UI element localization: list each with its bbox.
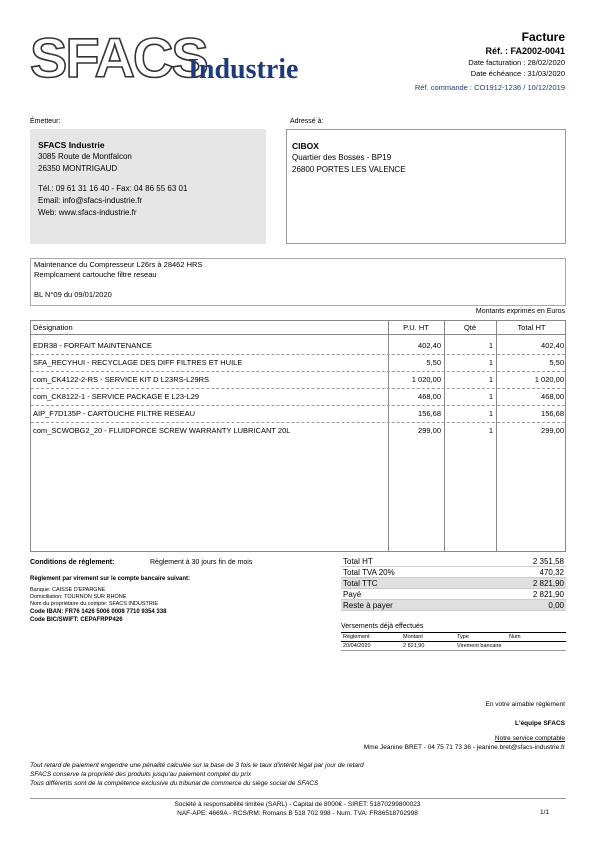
invoice-header <box>415 30 565 92</box>
item-unit-price: 402,40 <box>418 341 441 350</box>
item-total: 402,40 <box>541 341 564 350</box>
payments-header <box>341 633 566 642</box>
invoice-ref: Réf. : FA2002-0041 <box>485 46 565 56</box>
payment-type: Virement bancaire <box>457 643 502 649</box>
total-label: Total TVA 20% <box>343 568 395 577</box>
table-row <box>31 355 565 372</box>
items-table <box>30 320 566 552</box>
header-pu: P.U. HT <box>403 323 429 332</box>
item-unit-price: 1 020,00 <box>411 375 441 384</box>
emitter-box <box>30 129 266 244</box>
emitter-name: SFACS Industrie <box>38 140 105 150</box>
table-row <box>31 406 565 423</box>
item-designation: com_CK4122-2-RS - SERVICE KIT D L23RS-L29RS <box>33 375 210 384</box>
bank-domiciliation: Domiciliation: TOURNON SUR RHONE <box>30 594 127 600</box>
recipient-label: Adressé à: <box>290 118 324 125</box>
description-line3: BL N°09 du 09/01/2020 <box>34 290 112 299</box>
total-value: 2 821,90 <box>532 590 564 599</box>
payments-col-montant: Montant <box>403 634 423 640</box>
footer-line2: NAF-APE: 4669A - RCS/RM: Romans B 518 702 998 - Num. TVA: FR86518702998 <box>177 810 418 817</box>
table-row <box>31 423 565 440</box>
emitter-phone: Tél.: 09 61 31 16 40 - Fax: 04 86 55 63 01 <box>38 184 188 193</box>
note-line3: Tous différents sont de la compétence exclusive du tribunal de commerce du siège social de SFACS <box>30 780 319 787</box>
conditions-label: Conditions de règlement: <box>30 559 115 566</box>
payments-title: Versements déjà effectués <box>341 623 566 633</box>
item-unit-price: 5,50 <box>426 358 441 367</box>
recipient-name: CIBOX <box>292 141 319 151</box>
item-unit-price: 468,00 <box>418 392 441 401</box>
item-designation: SFA_RECYHUI - RECYCLAGE DES DIFF FILTRES ET HUILE <box>33 358 243 367</box>
account-owner: Nom du propriétaire du compte: SFACS INDUSTRIE <box>30 601 159 607</box>
currency-note: Montants exprimés en Euros <box>475 308 565 315</box>
item-quantity: 1 <box>488 409 493 418</box>
total-label: Payé <box>343 590 362 599</box>
item-quantity: 1 <box>488 392 493 401</box>
emitter-email: Email: info@sfacs-industrie.fr <box>38 196 143 205</box>
signature-team: L'équipe SFACS <box>515 720 565 727</box>
payments-col-num: Num <box>509 634 521 640</box>
payment-date: 20/04/2020 <box>343 643 371 649</box>
signature-block <box>364 700 565 752</box>
logo-sfacs-text: SFACS <box>30 26 207 89</box>
item-quantity: 1 <box>488 426 493 435</box>
totals-table <box>341 556 566 611</box>
item-designation: EDR38 - FORFAIT MAINTENANCE <box>33 341 153 350</box>
header-qty: Qté <box>463 323 477 332</box>
recipient-box <box>286 129 566 244</box>
page-number: 1/1 <box>539 809 549 816</box>
conditions-value: Règlement à 30 jours fin de mois <box>150 559 253 566</box>
total-value: 0,00 <box>548 601 564 610</box>
total-row <box>341 589 566 600</box>
signature-service: Notre service comptable <box>494 735 565 742</box>
total-value: 470,32 <box>539 568 564 577</box>
total-label: Total TTC <box>343 579 378 588</box>
item-total: 1 020,00 <box>534 375 564 384</box>
due-date: Date échéance : 31/03/2020 <box>470 69 565 78</box>
payment-row <box>341 642 566 651</box>
items-header <box>31 321 565 335</box>
invoice-date: Date facturation : 28/02/2020 <box>468 58 565 67</box>
table-row <box>31 372 565 389</box>
total-row <box>341 600 566 611</box>
total-label: Reste à payer <box>343 601 393 610</box>
order-ref: Réf. commande : CO1912-1236 / 10/12/2019 <box>414 83 565 92</box>
item-quantity: 1 <box>488 358 493 367</box>
note-line1: Tout retard de paiement engendre une pénalité calculée sur la base de 3 fois le taux d'intérêt légal par jour de retard <box>30 762 364 769</box>
header-designation: Désignation <box>33 323 73 332</box>
description-line2: Remplcament cartouche filtre reseau <box>34 270 157 279</box>
footer <box>0 800 595 818</box>
item-unit-price: 156,68 <box>418 409 441 418</box>
item-quantity: 1 <box>488 341 493 350</box>
payments-col-type: Type <box>457 634 469 640</box>
payments-made <box>341 623 566 651</box>
emitter-address2: 26350 MONTRIGAUD <box>38 164 118 173</box>
total-row <box>341 578 566 589</box>
signature-contact: Mme Jeanine BRET - 04 75 71 73 36 - jeanine.bret@sfacs-industrie.fr <box>363 744 565 751</box>
payments-col-reglement: Règlement <box>343 634 370 640</box>
description-line1: Maintenance du Compresseur L26rs à 28462 HRS <box>34 260 203 269</box>
invoice-description <box>30 258 566 306</box>
total-value: 2 821,90 <box>532 579 564 588</box>
item-total: 468,00 <box>541 392 564 401</box>
iban: Code IBAN: FR76 1426 5006 0008 7710 9354 338 <box>30 609 167 615</box>
item-total: 5,50 <box>549 358 564 367</box>
legal-notes <box>30 761 364 788</box>
payment-conditions <box>30 558 330 624</box>
invoice-title: Facture <box>521 30 565 44</box>
item-total: 156,68 <box>541 409 564 418</box>
item-designation: com_CK8122-1 - SERVICE PACKAGE E L23-L29 <box>33 392 200 401</box>
item-designation: AIP_F7D135P - CARTOUCHE FILTRE RESEAU <box>33 409 195 418</box>
recipient-address2: 26800 PORTES LES VALENCE <box>292 165 406 174</box>
footer-line1: Société à responsabilité limitée (SARL) - Capital de 8000€ - SIRET: 51870299800023 <box>174 801 421 808</box>
logo-industrie-text: Industrie <box>188 54 299 85</box>
total-label: Total HT <box>343 557 373 566</box>
bank-name: Banque: CAISSE D'EPARGNE <box>30 587 106 593</box>
item-quantity: 1 <box>488 375 493 384</box>
table-row <box>31 338 565 355</box>
emitter-web: Web: www.sfacs-industrie.fr <box>38 208 137 217</box>
footer-divider <box>30 798 566 799</box>
total-row <box>341 556 566 567</box>
emitter-address1: 3085 Route de Montfalcon <box>38 152 132 161</box>
bic: Code BIC/SWIFT: CEPAFRPP426 <box>30 617 123 623</box>
total-row <box>341 567 566 578</box>
payment-amount: 2 821,90 <box>403 643 425 649</box>
signature-line1: En votre aimable règlement <box>485 701 565 708</box>
recipient-address1: Quartier des Bosses - BP19 <box>292 153 392 162</box>
emitter-label: Émetteur: <box>30 118 61 125</box>
transfer-title: Règlement par virement sur le compte bancaire suivant: <box>30 576 191 582</box>
table-row <box>31 389 565 406</box>
company-logo <box>30 26 320 90</box>
item-unit-price: 299,00 <box>418 426 441 435</box>
total-value: 2 351,58 <box>532 557 564 566</box>
note-line2: SFACS conserve la propriété des produits jusqu'au paiement complet du prix <box>30 771 252 778</box>
item-designation: com_SCWOBG2_20 - FLUIDFORCE SCREW WARRANTY LUBRICANT 20L <box>33 426 291 435</box>
item-total: 299,00 <box>541 426 564 435</box>
header-total: Total HT <box>517 323 546 332</box>
